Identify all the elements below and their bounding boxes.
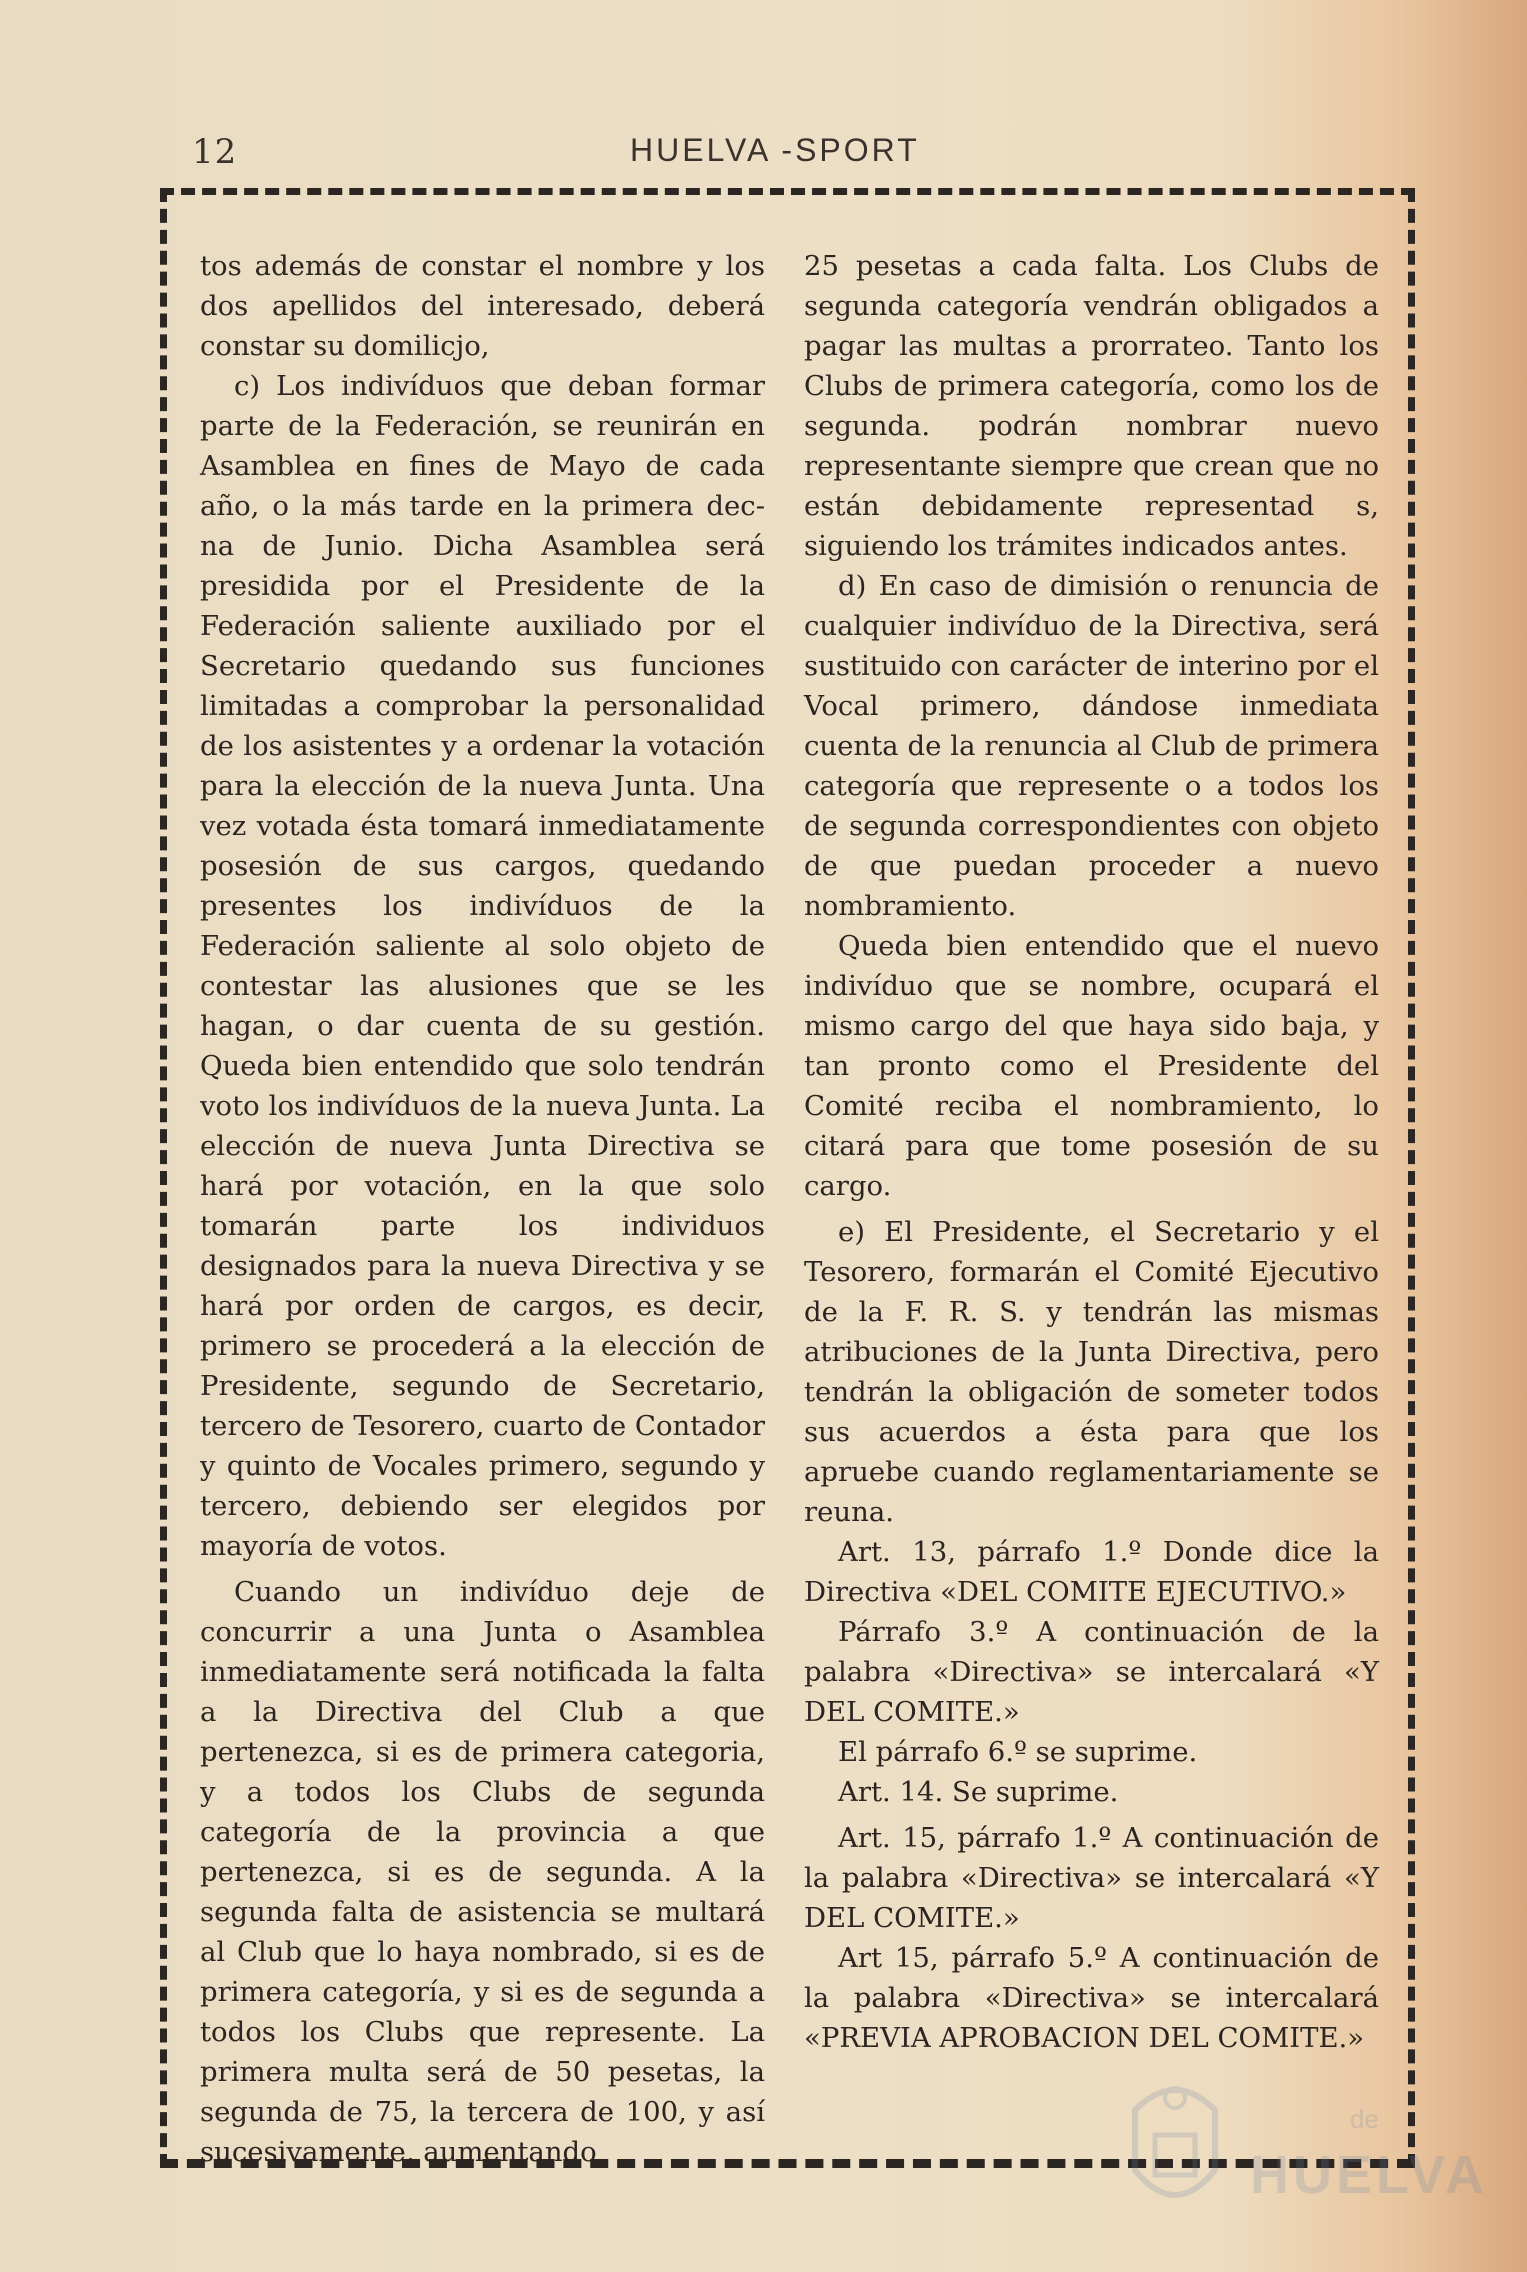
paragraph: Art 15, párrafo 5.º A continuación de la palabra «Directiva» se intercalará «PREVIA APROBACION DEL COMITE.» bbox=[804, 1942, 1379, 2054]
left-text-column bbox=[200, 246, 765, 2172]
paragraph: Párrafo 3.º A continuación de la palabra «Directiva» se intercalará «Y DEL COMITE.» bbox=[804, 1616, 1379, 1728]
journal-title: HUELVA -SPORT bbox=[630, 132, 920, 168]
paragraph: Queda bien entendido que el nuevo indivíduo que se nombre, ocupará el mismo cargo del que haya sido baja, y tan pronto como el Presidente del Comité reciba el nombramiento, lo citará para que tome posesión de su cargo. bbox=[804, 930, 1379, 1202]
paragraph: d) En caso de dimisión o renuncia de cualquier indivíduo de la Directiva, será sustituido con carácter de interino por el Vocal primero, dándose inmediata cuenta de la renuncia al Club de primera categoría que represente o a todos los de segunda correspondientes con objeto de que puedan proceder a nuevo nombramiento. bbox=[804, 570, 1379, 922]
paragraph: Art. 15, párrafo 1.º A continuación de la palabra «Directiva» se intercalará «Y DEL COMITE.» bbox=[804, 1822, 1379, 1934]
watermark-small-text: de bbox=[1350, 2104, 1379, 2134]
coat-of-arms-icon bbox=[1120, 2070, 1230, 2220]
watermark-text: HUELVA bbox=[1250, 2145, 1488, 2205]
archive-watermark bbox=[1120, 2060, 1488, 2240]
paragraph: 25 pesetas a cada falta. Los Clubs de segunda categoría vendrán obligados a pagar las multas a prorrateo. Tanto los Clubs de primera categoría, como los de segunda. podrán nombrar nuevo representante siempre que crean que no están debidamente representad s, siguiendo los trámites indicados antes. bbox=[804, 250, 1379, 562]
page-number: 12 bbox=[192, 132, 238, 172]
paragraph: Cuando un indivíduo deje de concurrir a una Junta o Asamblea inmediatamente será notificada la falta a la Directiva del Club a que pertenezca, si es de primera categoria, y a todos los Clubs de segunda categoría de la provincia a que pertenezca, si es de segunda. A la segunda falta de asistencia se multará al Club que lo haya nombrado, si es de primera categoría, y si es de segunda a todos los Clubs que represente. La primera multa será de 50 pesetas, la segunda de 75, la tercera de 100, y así sucesivamente, aumentando bbox=[200, 1576, 765, 2168]
paragraph: El párrafo 6.º se suprime. bbox=[838, 1736, 1198, 1768]
paragraph: Art. 13, párrafo 1.º Donde dice la Directiva «DEL COMITE EJECUTIVO.» bbox=[804, 1536, 1379, 1608]
right-text-column bbox=[804, 246, 1379, 2058]
paragraph: tos además de constar el nombre y los dos apellidos del interesado, deberá constar su domilicjo, bbox=[200, 250, 765, 362]
page-header bbox=[0, 128, 1527, 178]
paragraph: c) Los indivíduos que deban formar parte de la Federación, se reunirán en Asamblea en fines de Mayo de cada año, o la más tarde en la primera dec-na de Junio. Dicha Asamblea será presidida por el Presidente de la Federación saliente auxiliado por el Secretario quedando sus funciones limitadas a comprobar la personalidad de los asistentes y a ordenar la votación para la elección de la nueva Junta. Una vez votada ésta tomará inmediatamente posesión de sus cargos, quedando presentes los indivíduos de la Federación saliente al solo objeto de contestar las alusiones que se les hagan, o dar cuenta de su gestión. Queda bien entendido que solo tendrán voto los indivíduos de la nueva Junta. La elección de nueva Junta Directiva se hará por votación, en la que solo tomarán parte los individuos designados para la nueva Directiva y se hará por orden de cargos, es decir, primero se procederá a la elección de Presidente, segundo de Secretario, tercero de Tesorero, cuarto de Contador y quinto de Vocales primero, segundo y tercero, debiendo ser elegidos por mayoría de votos. bbox=[200, 370, 765, 1562]
paragraph: e) El Presidente, el Secretario y el Tesorero, formarán el Comité Ejecutivo de la F. R. S. y tendrán las mismas atribuciones de la Junta Directiva, pero tendrán la obligación de someter todos sus acuerdos a ésta para que los apruebe cuando reglamentariamente se reuna. bbox=[804, 1216, 1379, 1528]
paragraph: Art. 14. Se suprime. bbox=[838, 1776, 1119, 1808]
